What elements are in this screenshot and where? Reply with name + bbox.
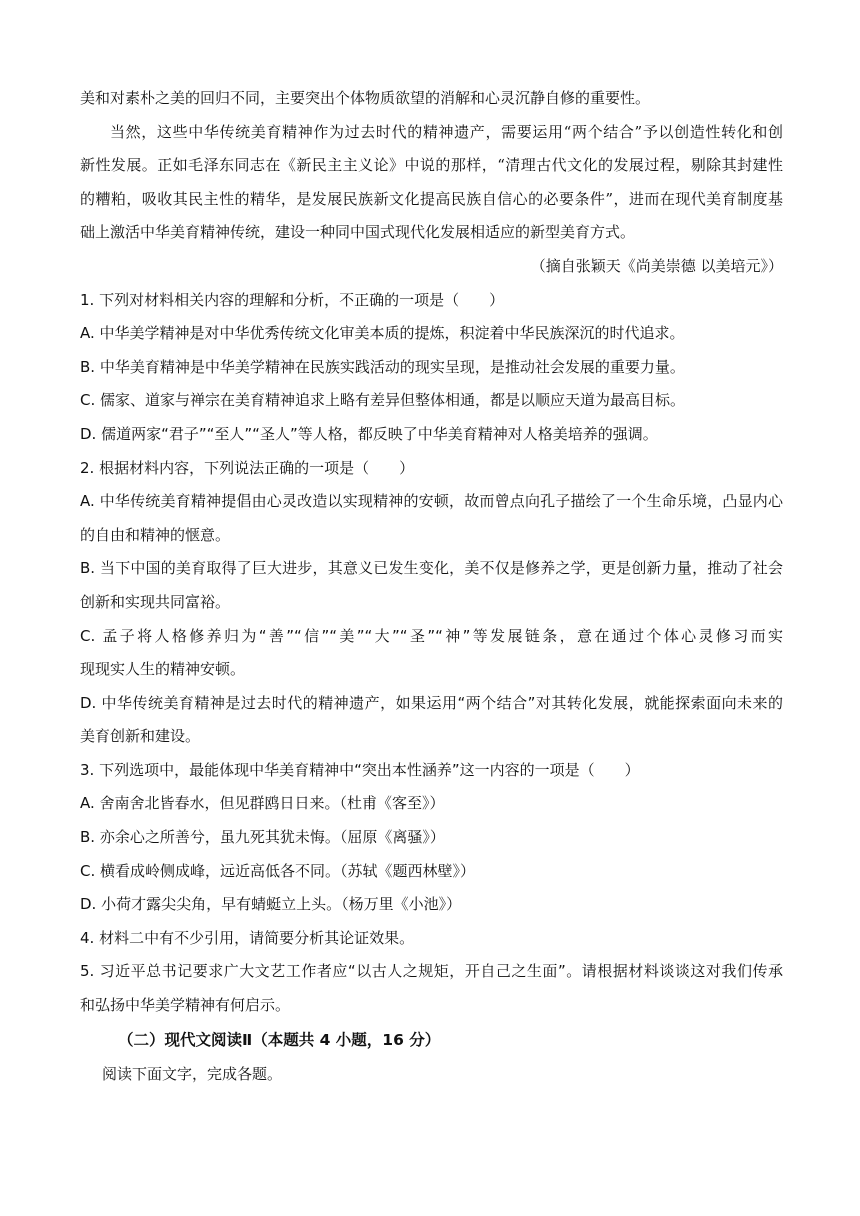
question-4: [80, 922, 783, 956]
passage-line: 当然，这些中华传统美育精神作为过去时代的精神遗产，需要运用“两个结合”予以创造性转化和创: [110, 122, 783, 141]
question-1: [80, 284, 783, 452]
option-b: B. 亦余心之所善兮，虽九死其犹未悔。（屈原《离骚》）: [80, 828, 445, 847]
option-c: C. 儒家、道家与禅宗在美育精神追求上略有差异但整体相通，都是以顺应天道为最高目标。: [80, 391, 686, 410]
passage-line: 美和对素朴之美的回归不同，主要突出个体物质欲望的消解和心灵沉静自修的重要性。: [80, 89, 651, 107]
option-line: 美育创新和建设。: [80, 727, 201, 746]
option-d: D. 小荷才露尖尖角，早有蜻蜓立上头。（杨万里《小池》）: [80, 895, 462, 914]
question-stem: 1. 下列对材料相关内容的理解和分析，不正确的一项是（ ）: [80, 290, 505, 309]
passage-source: （摘自张颖天《尚美崇德 以美培元》）: [530, 256, 783, 275]
option-a: [80, 485, 783, 552]
option-c: [80, 620, 783, 687]
section-heading: （二）现代文阅读Ⅱ（本题共 4 小题，16 分）: [118, 1030, 441, 1049]
passage-line: 新性发展。正如毛泽东同志在《新民主主义论》中说的那样，“清理古代文化的发展过程，剔除其封建性: [80, 156, 783, 175]
option-line: 创新和实现共同富裕。: [80, 592, 231, 611]
document-page: [80, 82, 783, 1091]
option-d: D. 儒道两家“君子”“至人”“圣人”等人格，都反映了中华美育精神对人格美培养的强调。: [80, 424, 658, 443]
question-3: [80, 754, 783, 922]
question-stem: 3. 下列选项中，最能体现中华美育精神中“突出本性涵养”这一内容的一项是（ ）: [80, 760, 640, 779]
passage-line: 的糟粕，吸收其民主性的精华，是发展民族新文化提高民族自信心的必要条件”，进而在现代美育制度基: [80, 189, 783, 208]
question-5: [80, 955, 783, 1022]
option-c: C. 横看成岭侧成峰，远近高低各不同。（苏轼《题西林壁》）: [80, 861, 476, 880]
option-line: C. 孟子将人格修养归为“善”“信”“美”“大”“圣”“神”等发展链条，意在通过个体心灵修习而实: [80, 626, 783, 645]
passage-line: 础上激活中华美育精神传统，建设一种同中国式现代化发展相适应的新型美育方式。: [80, 223, 636, 242]
question-stem: 4. 材料二中有不少引用，请简要分析其论证效果。: [80, 928, 415, 947]
question-stem: 2. 根据材料内容，下列说法正确的一项是（ ）: [80, 458, 415, 477]
option-b: B. 中华美育精神是中华美学精神在民族实践活动的现实呈现，是推动社会发展的重要力量。: [80, 357, 685, 376]
option-b: [80, 552, 783, 619]
question-stem-cont: 和弘扬中华美学精神有何启示。: [80, 996, 291, 1015]
option-line: B. 当下中国的美育取得了巨大进步，其意义已发生变化，美不仅是修养之学，更是创新力量，推动了社会: [80, 559, 783, 578]
passage-paragraph: [80, 116, 783, 250]
option-line: 现现实人生的精神安顿。: [80, 660, 246, 679]
option-line: A. 中华传统美育精神提倡由心灵改造以实现精神的安顿，故而曾点向孔子描绘了一个生命乐境，凸显内心: [80, 492, 783, 511]
option-line: D. 中华传统美育精神是过去时代的精神遗产，如果运用“两个结合”对其转化发展，就能探索面向未来的: [80, 693, 783, 712]
option-line: 的自由和精神的惬意。: [80, 525, 231, 544]
option-d: [80, 687, 783, 754]
section-instruction: 阅读下面文字，完成各题。: [102, 1064, 283, 1083]
question-2: [80, 452, 783, 754]
question-stem: 5. 习近平总书记要求广大文艺工作者应“以古人之规矩，开自己之生面”。请根据材料谈谈这对我们传承: [80, 962, 783, 981]
option-a: A. 舍南舍北皆春水，但见群鸥日日来。（杜甫《客至》）: [80, 794, 445, 813]
option-a: A. 中华美学精神是对中华优秀传统文化审美本质的提炼，积淀着中华民族深沉的时代追求。: [80, 324, 685, 343]
